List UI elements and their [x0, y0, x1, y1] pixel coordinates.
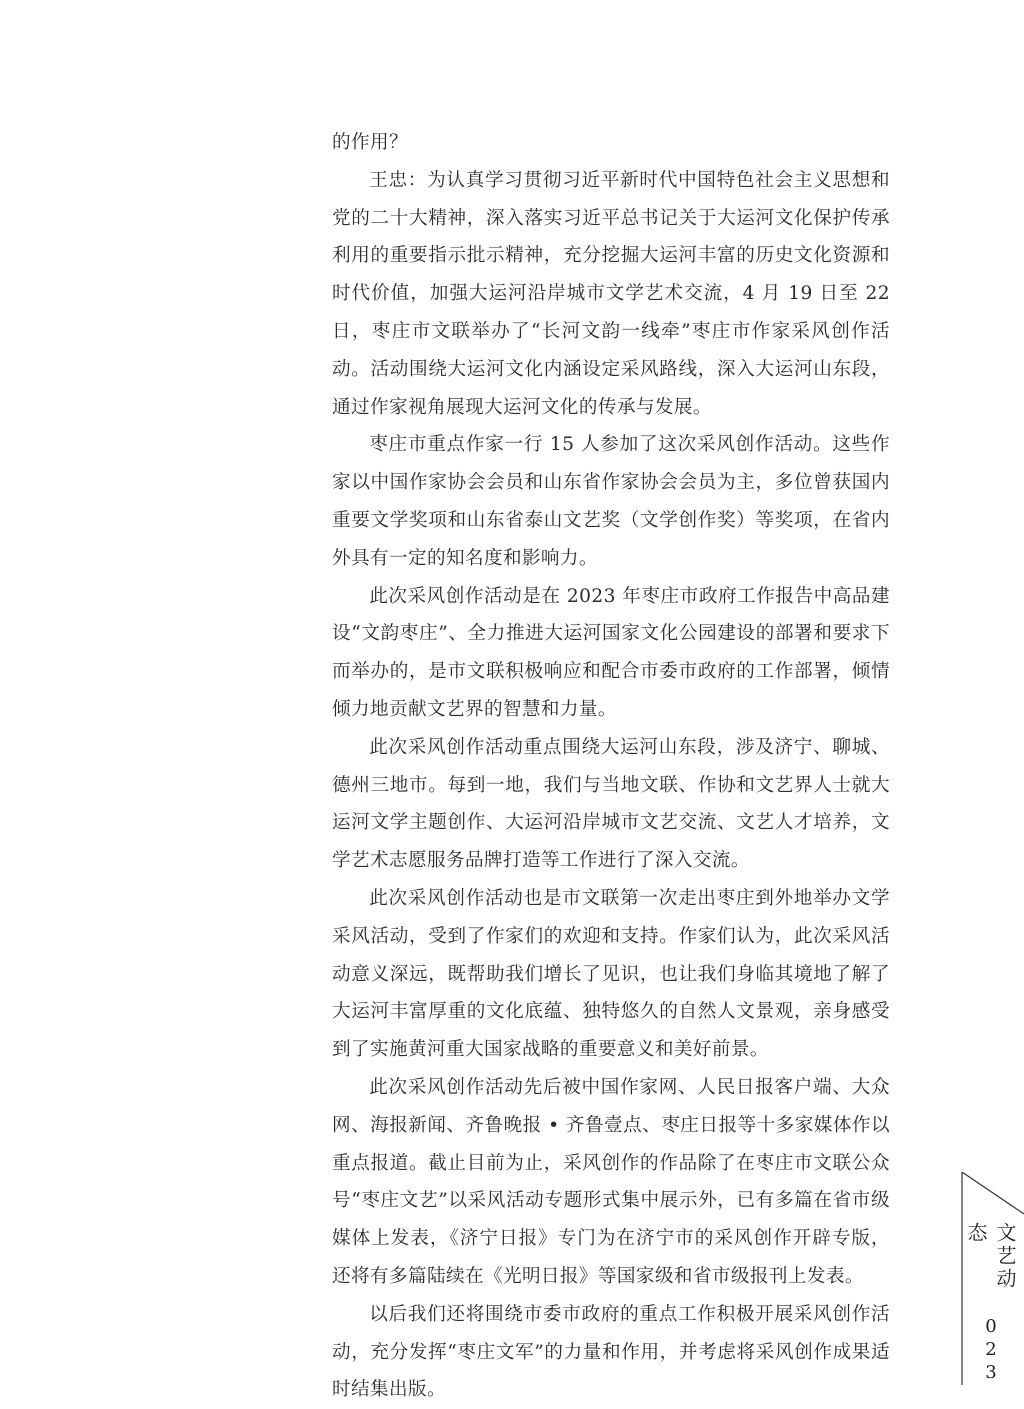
paragraph-reception: 此次采风创作活动也是市文联第一次走出枣庄到外地举办文学采风活动，受到了作家们的欢迎和支持。作家们认为，此次采风活动意义深远，既帮助我们增长了见识，也让我们身临其境地了解了大运河丰富厚重的文化底蕴、独特悠久的自然人文景观，亲身感受到了实施黄河重大国家战略的重要意义和美好前景。	[332, 887, 890, 1061]
paragraph-background: 此次采风创作活动是在 2023 年枣庄市政府工作报告中高品建设“文韵枣庄”、全力推进大运河国家文化公园建设的部署和要求下而举办的，是市文联积极响应和配合市委市政府的工作部署，倾情倾力地贡献文艺界的智慧和力量。	[332, 585, 890, 720]
paragraph-future: 以后我们还将围绕市委市政府的重点工作积极开展采风创作活动，充分发挥“枣庄文军”的力量和作用，并考虑将采风创作成果适时结集出版。	[332, 1303, 890, 1401]
paragraph-writers: 枣庄市重点作家一行 15 人参加了这次采风创作活动。这些作家以中国作家协会会员和山东省作家协会会员为主，多位曾获国内重要文学奖项和山东省泰山文艺奖（文学创作奖）等奖项，在省内外具有一定的知名度和影响力。	[332, 434, 890, 569]
article-body	[332, 124, 890, 1409]
section-title: 文艺动态	[964, 1222, 1017, 1291]
paragraph-route: 此次采风创作活动重点围绕大运河山东段，涉及济宁、聊城、德州三地市。每到一地，我们与当地文联、作协和文艺界人士就大运河文学主题创作、大运河沿岸城市文艺交流、文艺人才培养，文学艺术志愿服务品牌打造等工作进行了深入交流。	[332, 736, 890, 872]
paragraph-media: 此次采风创作活动先后被中国作家网、人民日报客户端、大众网、海报新闻、齐鲁晚报 • 齐鲁壹点、枣庄日报等十多家媒体作以重点报道。截止目前为止，采风创作的作品除了在枣庄市文联公众号“枣庄文艺”以采风活动专题形式集中展示外，已有多篇在省市级媒体上发表，《济宁日报》专门为在济宁市的采风创作开辟专版，还将有多篇陆续在《光明日报》等国家级和省市级报刊上发表。	[332, 1076, 890, 1287]
paragraph-wangzhong-answer: 王忠：为认真学习贯彻习近平新时代中国特色社会主义思想和党的二十大精神，深入落实习近平总书记关于大运河文化保护传承利用的重要指示批示精神，充分挖掘大运河丰富的历史文化资源和时代价值，加强大运河沿岸城市文学艺术交流，4 月 19 日至 22 日，枣庄市文联举办了“长河文韵一线牵”枣庄市作家采风创作活动。活动围绕大运河文化内涵设定采风路线，深入大运河山东段，通过作家视角展现大运河文化的传承与发展。	[332, 169, 890, 418]
tab-text	[958, 1222, 1024, 1385]
page-side-tab	[958, 1172, 1024, 1385]
paragraph-continuation: 的作用？	[332, 132, 408, 153]
page-number: 023	[980, 1316, 1002, 1385]
